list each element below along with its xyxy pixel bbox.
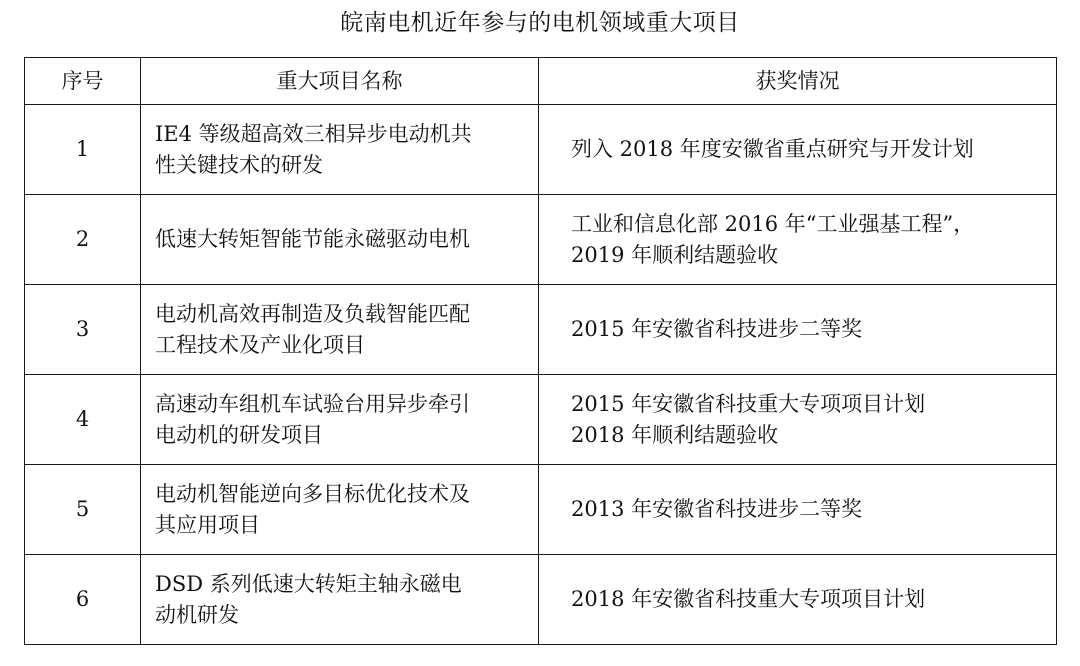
- project-name-line: 工程技术及产业化项目: [155, 332, 365, 357]
- award-line: 2015 年安徽省科技进步二等奖: [571, 317, 863, 341]
- project-name-line: 其应用项目: [155, 512, 260, 537]
- table-row: [25, 195, 1057, 285]
- table-row: [25, 285, 1057, 375]
- table-header-row: [25, 58, 1057, 105]
- header-project-name: 重大项目名称: [141, 58, 539, 105]
- award-line: 2015 年安徽省科技重大专项项目计划: [571, 391, 926, 416]
- award-line: 2019 年顺利结题验收: [571, 242, 779, 267]
- project-name-line: 电动机的研发项目: [155, 422, 323, 447]
- award-cell: [539, 105, 1057, 195]
- header-serial-number: 序号: [25, 58, 141, 105]
- project-name-line: 高速动车组机车试验台用异步牵引: [155, 391, 470, 416]
- award-cell: [539, 465, 1057, 555]
- award-line: 2018 年安徽省科技重大专项项目计划: [571, 587, 926, 611]
- project-name-cell: [141, 555, 539, 645]
- project-name-line: 动机研发: [155, 602, 239, 627]
- projects-table: [24, 57, 1057, 645]
- table-row: [25, 375, 1057, 465]
- table-row: [25, 105, 1057, 195]
- project-name-line: 电动机智能逆向多目标优化技术及: [155, 481, 470, 506]
- award-cell: [539, 375, 1057, 465]
- row-number: 6: [25, 555, 141, 645]
- project-name-cell: [141, 465, 539, 555]
- row-number: 3: [25, 285, 141, 375]
- row-number: 1: [25, 105, 141, 195]
- project-name-cell: [141, 285, 539, 375]
- award-cell: [539, 195, 1057, 285]
- row-number: 2: [25, 195, 141, 285]
- header-award-status: 获奖情况: [539, 58, 1057, 105]
- project-name-line: DSD 系列低速大转矩主轴永磁电: [155, 571, 462, 596]
- award-line: 2013 年安徽省科技进步二等奖: [571, 497, 863, 521]
- row-number: 4: [25, 375, 141, 465]
- project-name-cell: [141, 105, 539, 195]
- project-name-cell: [141, 375, 539, 465]
- project-name-line: 电动机高效再制造及负载智能匹配: [155, 301, 470, 326]
- table-row: [25, 465, 1057, 555]
- award-line: 2018 年顺利结题验收: [571, 422, 779, 447]
- project-name-line: 低速大转矩智能节能永磁驱动电机: [155, 227, 470, 251]
- award-line: 列入 2018 年度安徽省重点研究与开发计划: [571, 137, 974, 161]
- award-cell: [539, 285, 1057, 375]
- project-name-line: 性关键技术的研发: [155, 152, 323, 177]
- award-cell: [539, 555, 1057, 645]
- row-number: 5: [25, 465, 141, 555]
- project-name-cell: [141, 195, 539, 285]
- award-line: 工业和信息化部 2016 年“工业强基工程”，: [571, 211, 975, 236]
- page-title: 皖南电机近年参与的电机领域重大项目: [340, 10, 740, 36]
- project-name-line: IE4 等级超高效三相异步电动机共: [155, 121, 472, 146]
- table-row: [25, 555, 1057, 645]
